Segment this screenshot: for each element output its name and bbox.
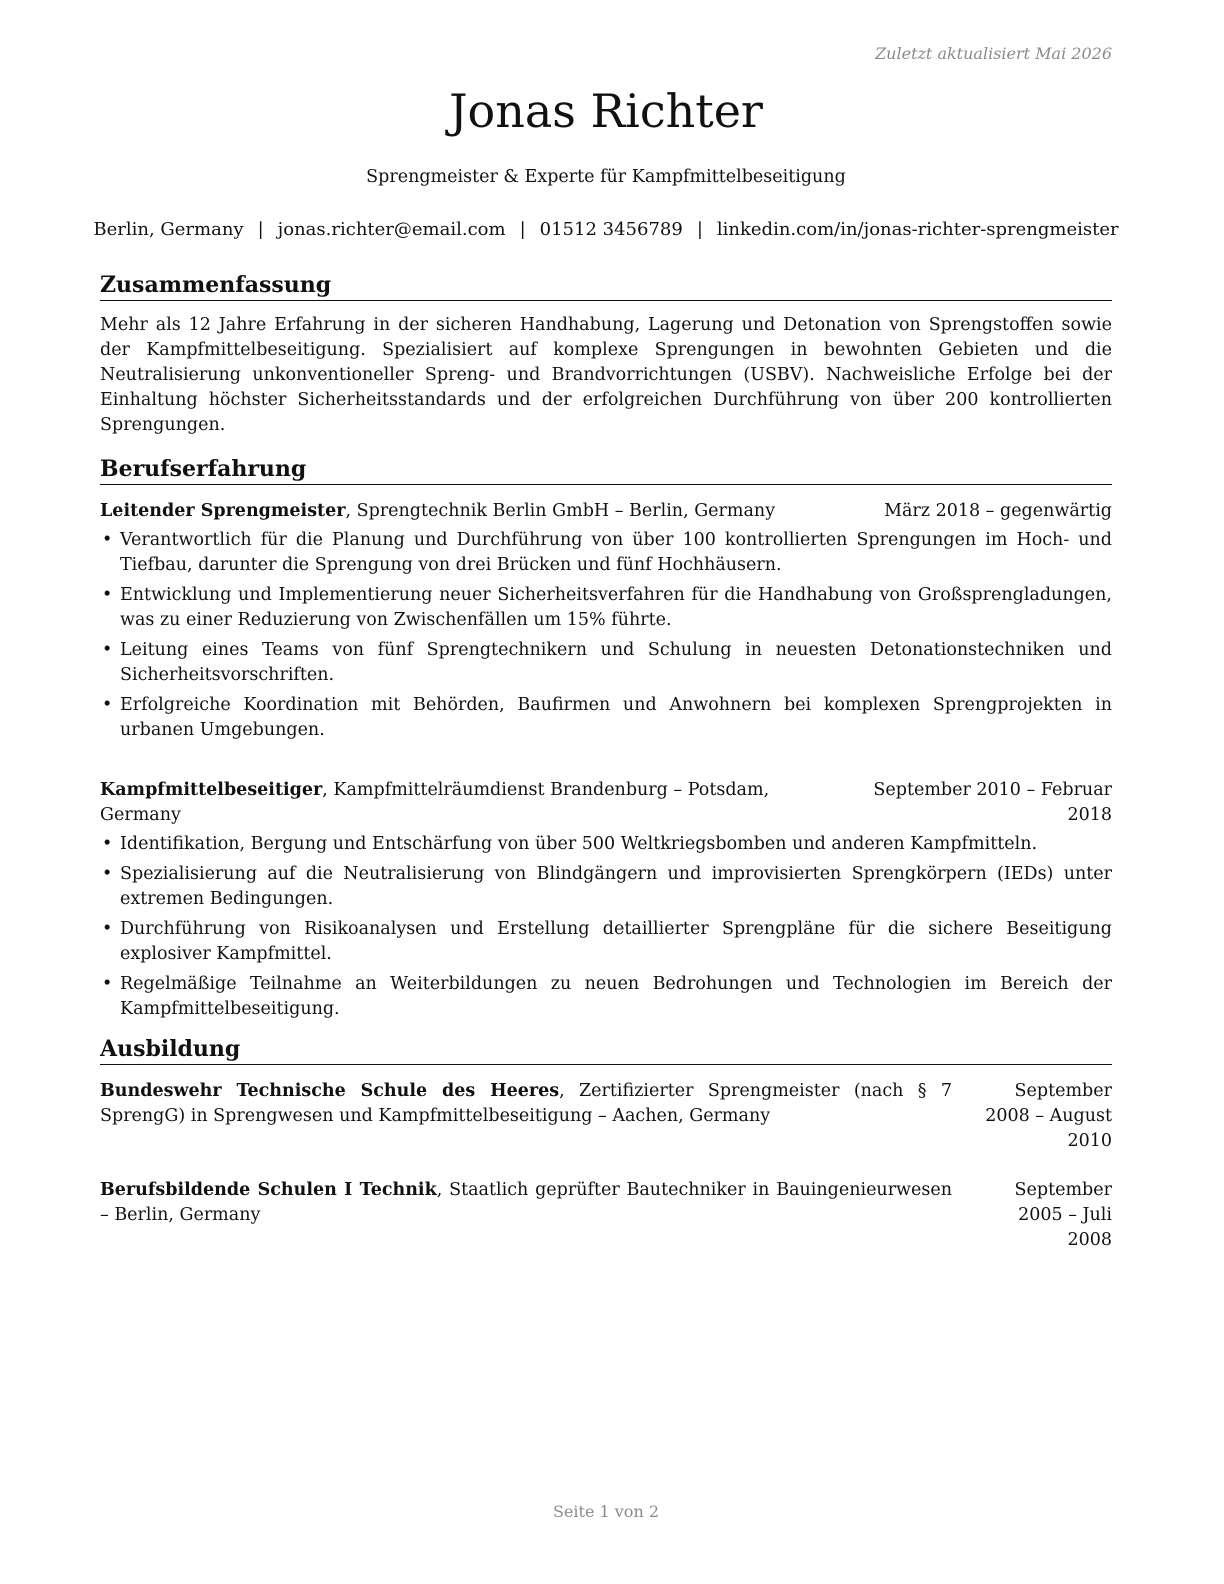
resume-body — [100, 270, 1112, 1277]
education-section — [100, 1034, 1112, 1253]
contact-separator: | — [696, 219, 703, 240]
candidate-name: Jonas Richter — [449, 84, 763, 138]
education-degree: , Zertifizierter Sprengmeister (nach § 7 SprengG) in Sprengwesen und Kampfmittelbeseitigung – Aachen, Germany — [100, 1081, 952, 1126]
job-entry — [100, 499, 1112, 743]
bullet-dot-icon: • — [102, 640, 113, 660]
job-title-line — [100, 499, 884, 524]
contact-phone: 01512 3456789 — [539, 219, 683, 240]
experience-heading: Berufserfahrung — [100, 454, 1112, 485]
bullet-dot-icon: • — [102, 530, 113, 550]
summary-text: Mehr als 12 Jahre Erfahrung in der sicheren Handhabung, Lagerung und Detonation von Sprengstoffen sowie der Kampfmittelbeseitigung. Spezialisiert auf komplexe Sprengungen in bewohnten Gebieten und die Neutralisierung unkonventioneller Spreng- und Brandvorrichtungen (USBV). Nachweisliche Erfolge bei der Einhaltung höchster Sicherheitsstandards und der erfolgreichen Durchführung von über 200 kontrollierten Sprengungen. — [100, 315, 1112, 435]
bullet-dot-icon: • — [102, 864, 113, 884]
education-dates: September 2005 – Juli 2008 — [1014, 1180, 1112, 1250]
education-header — [100, 1079, 1112, 1154]
bullet-dot-icon: • — [102, 919, 113, 939]
bullet-text: Verantwortlich für die Planung und Durchführung von über 100 kontrollierten Sprengungen im Hoch- und Tiefbau, darunter die Sprengung von drei Brücken und fünf Hochhäusern. — [120, 530, 1112, 575]
contact-location: Berlin, Germany — [93, 219, 244, 240]
education-school: Berufsbildende Schulen I Technik — [100, 1180, 437, 1200]
bullet-dot-icon: • — [102, 695, 113, 715]
list-item — [100, 528, 1112, 578]
list-item — [100, 862, 1112, 912]
list-item — [100, 832, 1112, 857]
job-bullet-list — [100, 832, 1112, 1022]
education-entry — [100, 1079, 1112, 1154]
list-item — [100, 972, 1112, 1022]
candidate-headline: Sprengmeister & Experte für Kampfmittelbeseitigung — [366, 167, 846, 187]
list-item — [100, 638, 1112, 688]
contact-separator: | — [257, 219, 264, 240]
bullet-text: Regelmäßige Teilnahme an Weiterbildungen zu neuen Bedrohungen und Technologien im Bereich der Kampfmittelbeseitigung. — [120, 974, 1112, 1019]
contact-separator: | — [519, 219, 526, 240]
summary-section — [100, 270, 1112, 438]
last-updated-note: Zuletzt aktualisiert Mai 2026 — [875, 44, 1112, 63]
bullet-dot-icon: • — [102, 974, 113, 994]
job-employer: , Sprengtechnik Berlin GmbH – Berlin, Germany — [345, 501, 776, 521]
bullet-text: Durchführung von Risikoanalysen und Erstellung detaillierter Sprengpläne für die sichere Beseitigung explosiver Kampfmittel. — [120, 919, 1112, 964]
list-item — [100, 917, 1112, 967]
job-employer: , Kampfmittelräumdienst Brandenburg – Potsdam, Germany — [100, 780, 770, 825]
bullet-text: Erfolgreiche Koordination mit Behörden, Baufirmen und Anwohnern bei komplexen Sprengprojekten in urbanen Umgebungen. — [120, 695, 1112, 740]
job-dates: März 2018 – gegenwärtig — [884, 501, 1112, 521]
contact-linkedin-link[interactable]: linkedin.com/in/jonas-richter-sprengmeister — [716, 219, 1119, 240]
bullet-text: Leitung eines Teams von fünf Sprengtechnikern und Schulung in neuesten Detonationstechniken und Sicherheitsvorschriften. — [120, 640, 1112, 685]
education-title-line — [100, 1178, 972, 1228]
contact-line — [90, 219, 1122, 240]
job-header — [100, 778, 1112, 828]
bullet-dot-icon: • — [102, 585, 113, 605]
job-bullet-list — [100, 528, 1112, 743]
job-dates: September 2010 – Februar 2018 — [873, 780, 1112, 825]
job-role: Leitender Sprengmeister — [100, 501, 346, 521]
education-dates: September 2008 – August 2010 — [985, 1081, 1112, 1151]
education-degree: , Staatlich geprüfter Bautechniker in Bauingenieurwesen – Berlin, Germany — [100, 1180, 953, 1225]
bullet-text: Entwicklung und Implementierung neuer Sicherheitsverfahren für die Handhabung von Großsprengladungen, was zu einer Reduzierung von Zwischenfällen um 15% führte. — [120, 585, 1112, 630]
bullet-text: Identifikation, Bergung und Entschärfung von über 500 Weltkriegsbomben und anderen Kampfmitteln. — [120, 834, 1038, 854]
bullet-dot-icon: • — [102, 834, 113, 854]
job-header — [100, 499, 1112, 524]
list-item — [100, 583, 1112, 633]
education-school: Bundeswehr Technische Schule des Heeres — [100, 1081, 560, 1101]
summary-heading: Zusammenfassung — [100, 270, 1112, 301]
education-header — [100, 1178, 1112, 1253]
contact-email-link[interactable]: jonas.richter@email.com — [277, 219, 506, 240]
job-title-line — [100, 778, 862, 828]
list-item — [100, 693, 1112, 743]
experience-section — [100, 454, 1112, 1022]
resume-page — [93, 0, 1119, 1584]
page-number: Seite 1 von 2 — [552, 1502, 660, 1521]
job-role: Kampfmittelbeseitiger — [100, 780, 323, 800]
bullet-text: Spezialisierung auf die Neutralisierung von Blindgängern und improvisierten Sprengkörpern (IEDs) unter extremen Bedingungen. — [120, 864, 1112, 909]
education-title-line — [100, 1079, 972, 1129]
job-entry — [100, 778, 1112, 1022]
education-entry — [100, 1178, 1112, 1253]
education-heading: Ausbildung — [100, 1034, 1112, 1065]
